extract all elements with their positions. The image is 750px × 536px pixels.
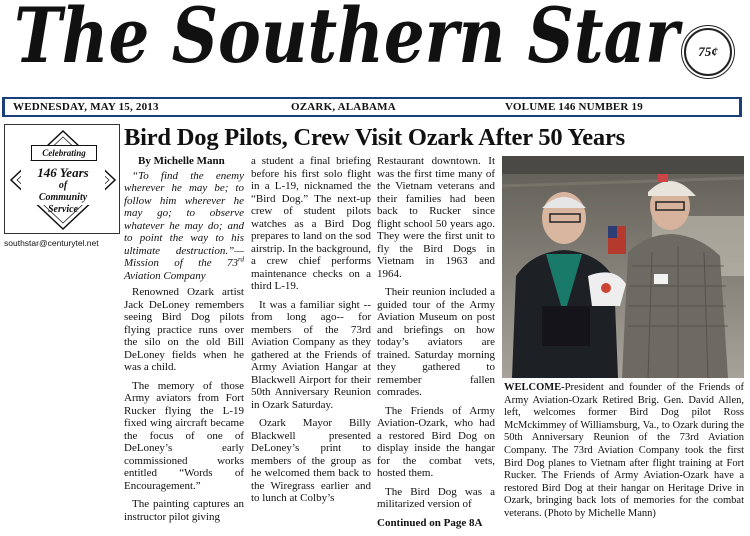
sidebar [4,124,120,248]
badge-years: 146 Years [37,165,89,180]
paragraph: The painting captures an instructor pilot giving [124,498,244,523]
masthead-title [14,0,704,80]
paragraph: Ozark Mayor Billy Blackwell presented DeLoney’s print to members of the group as he welcomed them back to the Wiregrass earlier and to lunch at Colby’s [251,417,371,504]
article-column-3 [377,155,495,535]
continued-link[interactable]: Continued on Page 8A [377,516,483,529]
dateline-city: OZARK, ALABAMA [291,101,396,113]
date-bar [2,97,742,117]
svg-text:The Southern Star: The Southern Star [14,0,684,80]
caption-text: President and founder of the Friends of Army Aviation-Ozark Retired Brig. Gen. David Allen, left, welcomes former Bird Dog pilot Ross McMckimmey of Williamsburg, Va., to Ozark during the 50th Anniversary Reunion of the 73rd Aviation Company. The 73rd Aviation Company took the first Bird Dog planes to Vietnam after flight training at Fort Rucker. The Friends of Army Aviation-Ozark have a restored Bird Dog at their hangar on Heritage Drive in Ozark, bringing back lots of memories for the combat veterans. (Photo by Michelle Mann) [504,382,744,519]
contact-email[interactable]: southstar@centurytel.net [4,238,99,248]
badge-community: Community [38,192,88,203]
paragraph: The Bird Dog was a militarized version of [377,485,495,510]
anniversary-badge [4,124,120,234]
issue-date: WEDNESDAY, MAY 15, 2013 [13,101,159,113]
paragraph: Restaurant downtown. It was the first time many of the Vietnam veterans and their families had been back to Rucker since flight school 50 years ago. They were the first unit to fly the Bird Dogs in Vietnam in 1963 and 1964. [377,155,495,280]
masthead [0,0,750,95]
photo-caption [504,382,744,521]
paragraph: Renowned Ozark artist Jack DeLoney remembers seeing Bird Dog pilots flying practice runs over the silo on the old Bill DeLoney fields when he was a child. [124,286,244,373]
paragraph: It was a familiar sight --from long ago-- for members of the 73rd Aviation Company as they gathered at the Friends of Army Aviation Hangar at Blackwell Airport for their 50th Anniversary Reunion in Ozark Saturday. [251,298,371,411]
article-headline: Bird Dog Pilots, Crew Visit Ozark After 50 Years [124,124,625,151]
veterans-photo-illustration [502,156,744,378]
badge-celebrating: Celebrating [31,145,97,161]
paragraph: The Friends of Army Aviation-Ozark, who had a restored Bird Dog on display inside the hangar for the combat vets, hosted them. [377,404,495,479]
price: 75¢ [698,44,718,59]
paragraph: a student a final briefing before his first solo flight in a L-19, nicknamed the “Bird Dog.” The next-up crew of student pilots watches as a Bird Dog prepares to land on the sod airstrip. In the background, a crew chief performs maintenance checks on a third L-19. [251,155,371,292]
article-photo [502,156,744,378]
paragraph: The memory of those Army aviators from Fort Rucker flying the L-19 fixed wing aircraft became the focus of one of DeLoney’s early commissioned works entitled “Words of Encouragement.” [124,379,244,492]
volume-number: VOLUME 146 NUMBER 19 [505,101,643,113]
paragraph: Their reunion included a guided tour of the Army Aviation Museum on post and briefings on how today’s aviators are trained. Saturday morning they gathered to remember fallen comrades. [377,286,495,398]
article-column-2 [251,155,371,511]
byline: By Michelle Mann [138,155,225,167]
badge-service: Service [48,204,78,215]
article-column-1 [124,155,244,529]
caption-lead: WELCOME- [504,382,565,393]
epigraph: “To find the enemy wherever he may be; to follow him wherever he may go; to observe whatever he may do; and to point the way to his ultimate destruction.”—Mission of the 73rd Aviation Company [124,169,244,282]
badge-of: of [58,180,68,191]
price-badge [684,28,732,76]
